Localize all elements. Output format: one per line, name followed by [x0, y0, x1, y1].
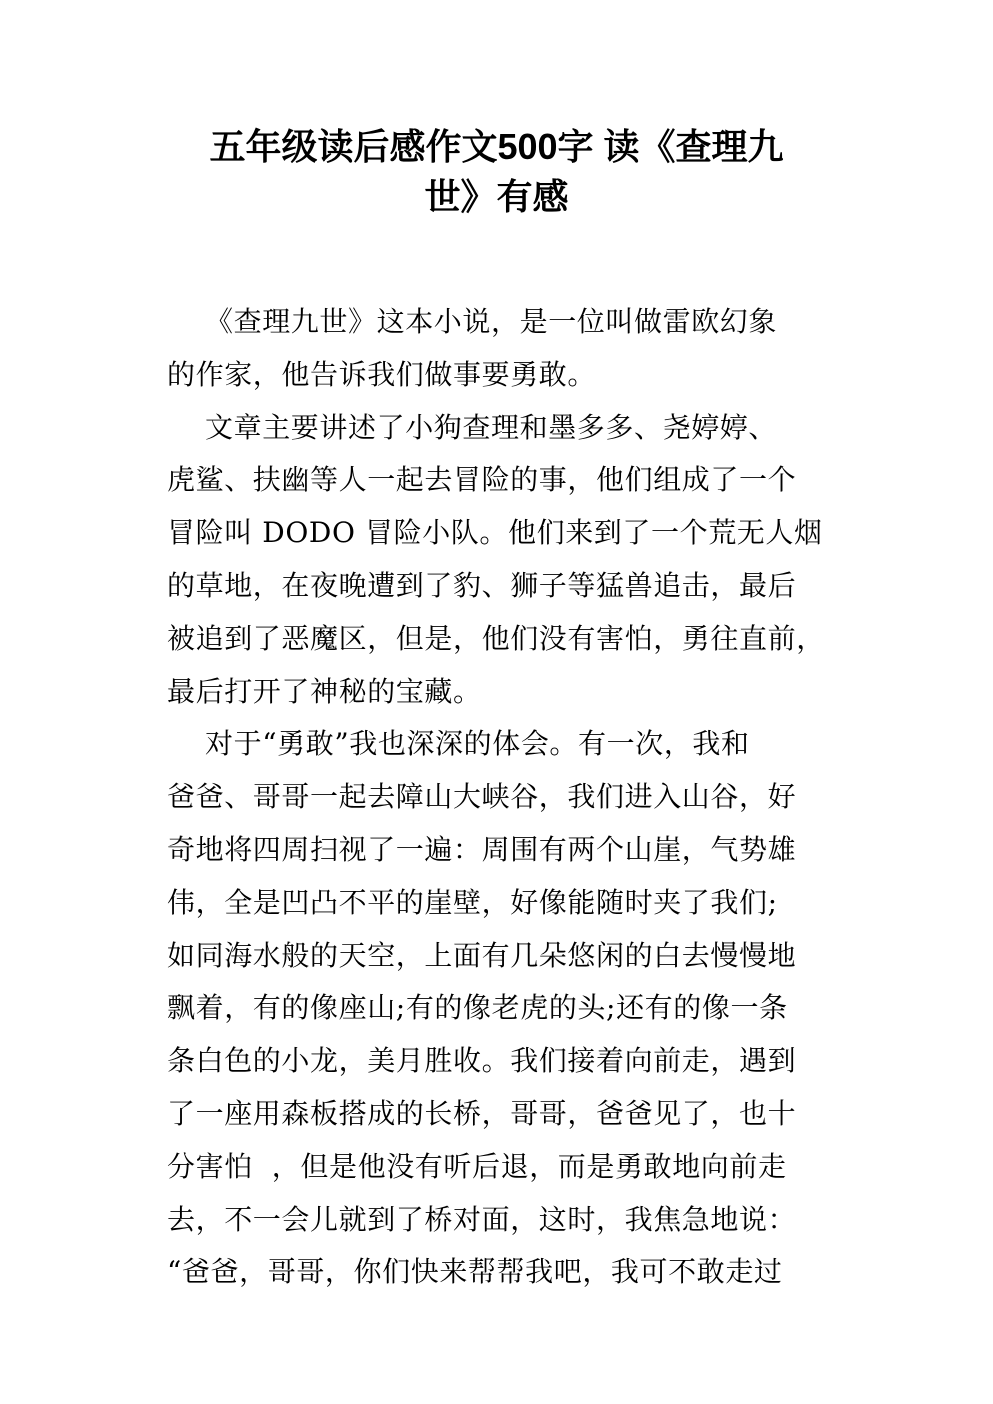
- body-line: 虎鲨、扶幽等人一起去冒险的事，他们组成了一个: [167, 463, 797, 497]
- body-line: 爸爸、哥哥一起去障山大峡谷，我们进入山谷，好: [167, 780, 797, 814]
- title-line: 世》有感: [424, 176, 569, 217]
- body-line: 最后打开了神秘的宝藏。: [167, 674, 482, 708]
- body-line: 飘着，有的像座山;有的像老虎的头;还有的像一条: [167, 991, 788, 1025]
- body-line: 冒险叫 DODO 冒险小队。他们来到了一个荒无人烟: [167, 516, 823, 550]
- body-line: 分害怕 ，但是他没有听后退，而是勇敢地向前走: [167, 1149, 787, 1183]
- title-line: 五年级读后感作文500字 读《查理九: [209, 126, 784, 167]
- body-line: 的草地，在夜晚遭到了豹、狮子等猛兽追击，最后: [167, 568, 797, 602]
- document-body: [167, 296, 847, 1299]
- body-line: 去，不一会儿就到了桥对面，这时，我焦急地说：: [167, 1202, 797, 1236]
- document-title: [150, 122, 843, 222]
- body-line: 的作家，他告诉我们做事要勇敢。: [167, 357, 597, 391]
- body-line: 了一座用森板搭成的长桥，哥哥，爸爸见了，也十: [167, 1096, 797, 1130]
- body-line: “爸爸，哥哥，你们快来帮帮我吧，我可不敢走过: [167, 1255, 783, 1289]
- body-line: 如同海水般的天空，上面有几朵悠闲的白去慢慢地: [167, 938, 797, 972]
- body-line: 文章主要讲述了小狗查理和墨多多、尧婷婷、: [167, 410, 778, 444]
- body-line: 《查理九世》这本小说，是一位叫做雷欧幻象: [167, 305, 778, 338]
- body-line: 伟，全是凹凸不平的崖壁，好像能随时夹了我们;: [167, 885, 778, 919]
- body-line: 奇地将四周扫视了一遍：周围有两个山崖，气势雄: [167, 832, 797, 866]
- body-line: 对于“勇敢”我也深深的体会。有一次，我和: [167, 727, 750, 761]
- body-line: 条白色的小龙，美月胜收。我们接着向前走，遇到: [167, 1044, 797, 1078]
- body-line: 被追到了恶魔区，但是，他们没有害怕，勇往直前，: [167, 621, 825, 655]
